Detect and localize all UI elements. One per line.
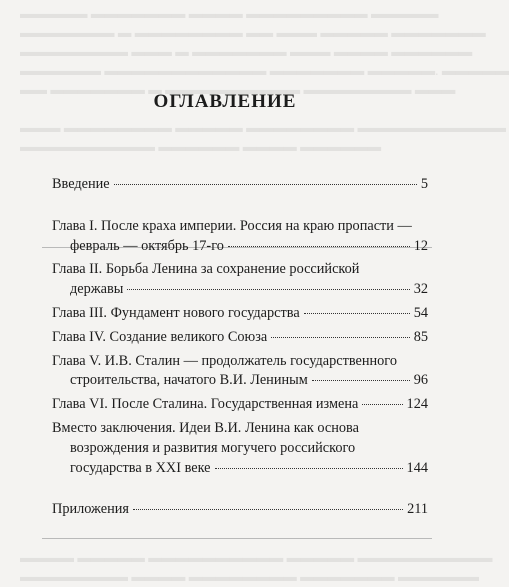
dot-leader [304, 313, 410, 314]
dot-leader [271, 337, 409, 338]
toc-entry-chapter-3[interactable]: Глава III. Фундамент нового государства 54 [52, 304, 428, 324]
dot-leader [215, 468, 403, 469]
dot-leader [127, 289, 409, 290]
page-number: 5 [420, 176, 428, 192]
toc-entry-chapter-2[interactable]: Глава II. Борьба Ленина за сохранение российской державы 32 [52, 260, 428, 300]
toc-entry-chapter-6[interactable]: Глава VI. После Сталина. Государственная измена 124 [52, 395, 428, 415]
page-number: 12 [413, 237, 428, 254]
bleed-through-text: ▬▬▬▬▬ ▬▬▬▬▬▬▬ ▬▬▬▬ ▬▬▬▬▬▬▬▬▬ ▬▬▬▬▬ ▬▬▬▬▬▬▬ ▬ ▬▬▬▬▬▬▬▬ ▬▬ ▬▬▬ ▬▬▬▬▬ ▬▬▬▬▬▬▬ ▬▬▬▬▬▬▬▬ ▬▬▬ ▬ ▬▬▬▬▬▬▬ ▬▬▬ ▬▬▬▬ ▬▬▬▬▬▬ ▬▬▬▬▬▬ ▬▬▬▬▬▬▬▬▬▬▬▬ ▬▬▬▬▬▬▬ ▬▬▬▬▬. ▬▬▬▬▬ ▬▬ ▬▬▬▬▬▬▬ ▬ ▬▬▬▬▬▬▬▬▬▬ ▬▬▬▬▬▬▬▬ ▬▬▬ ▬▬▬ ▬▬▬▬▬▬▬▬ ▬▬▬▬▬ ▬▬▬▬▬▬▬▬ ▬▬▬▬▬▬▬▬▬▬▬ ▬▬▬▬▬▬▬▬▬▬ ▬▬▬▬▬▬ ▬▬▬▬ ▬▬▬▬▬▬ [20, 6, 509, 154]
page-number: 54 [413, 304, 428, 321]
bleed-through-text: ▬▬▬▬ ▬▬▬▬▬ ▬▬▬▬▬▬▬▬▬▬ ▬▬▬▬▬ ▬▬▬▬▬▬▬▬▬▬ ▬▬▬▬▬▬▬▬ ▬▬▬▬ ▬▬▬▬▬▬▬▬ ▬▬▬▬▬▬▬ ▬▬▬▬▬▬ [20, 550, 493, 584]
dot-leader [312, 380, 410, 381]
dot-leader [362, 404, 402, 405]
toc-entry-conclusion[interactable]: Вместо заключения. Идеи В.И. Ленина как основа возрождения и развития могучего российского государства в XXI веке 144 [52, 419, 428, 478]
page-crease-line [42, 538, 432, 539]
toc-entry-chapter-5[interactable]: Глава V. И.В. Сталин — продолжатель государственного строительства, начатого В.И. Лениным 96 [52, 352, 428, 392]
table-of-contents [52, 175, 428, 520]
dot-leader [228, 246, 410, 247]
dot-leader [133, 509, 403, 510]
page-number: 96 [413, 372, 428, 389]
toc-entry-chapter-4[interactable]: Глава IV. Создание великого Союза 85 [52, 328, 428, 348]
dot-leader [114, 184, 417, 185]
page-number: 85 [413, 328, 428, 345]
toc-entry-introduction[interactable]: Введение 5 [52, 175, 428, 195]
toc-entry-appendices[interactable]: Приложения 211 [52, 500, 428, 520]
page-number: 211 [407, 501, 428, 518]
toc-entry-chapter-1[interactable]: Глава I. После краха империи. Россия на краю пропасти — февраль — октябрь 17-го 12 [52, 217, 428, 257]
page-title: ОГЛАВЛЕНИЕ [153, 91, 297, 112]
page-number: 144 [406, 459, 428, 476]
page-number: 124 [406, 396, 428, 413]
page-number: 32 [413, 281, 428, 298]
